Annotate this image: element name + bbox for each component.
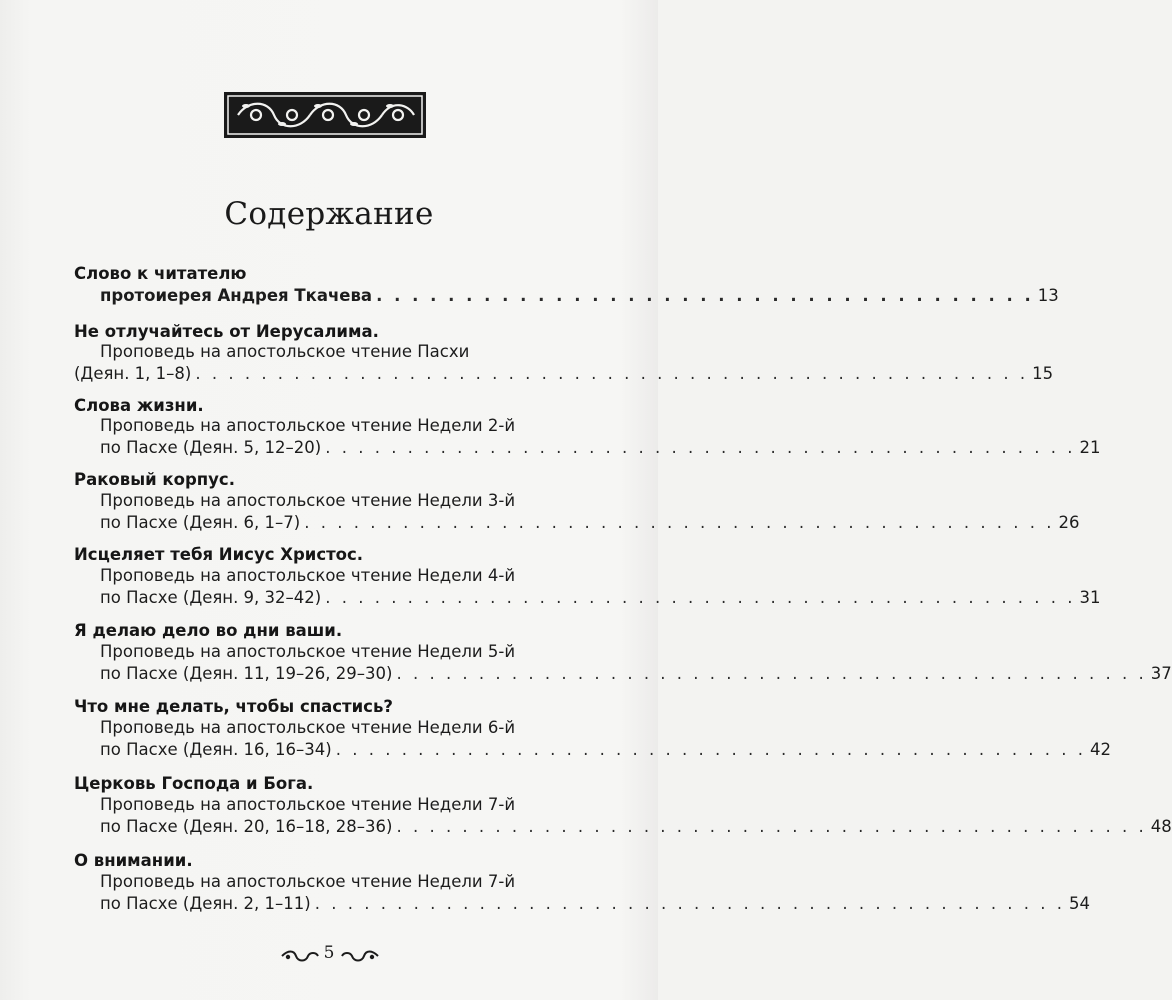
toc-entry-subtitle: Проповедь на апостольское чтение Недели 7-й	[100, 795, 516, 814]
toc-page-number: 48	[1150, 817, 1172, 836]
toc-entry-subtitle: Проповедь на апостольское чтение Пасхи	[100, 342, 470, 361]
toc-entry-title: Что мне делать, чтобы спастись?	[74, 697, 393, 716]
toc-page-number: 31	[1079, 588, 1101, 607]
leader-dots: . . . . . . . . . . . . . . . . . . . . . . . . . . . . . . . . . . . . . . . . . . . . . .	[304, 513, 1055, 532]
toc-page-number: 42	[1090, 740, 1112, 759]
toc-entry-text: (Деян. 1, 1–8)	[74, 364, 192, 383]
toc-entry-text: по Пасхе (Деян. 5, 12–20)	[100, 438, 322, 457]
toc-page-number: 13	[1037, 286, 1059, 305]
page-title: Содержание	[224, 196, 434, 232]
toc-entry-line	[100, 740, 1112, 759]
toc-entry-line	[74, 364, 1054, 383]
toc-entry-text: по Пасхе (Деян. 2, 1–11)	[100, 894, 311, 913]
toc-entry-subtitle: Проповедь на апостольское чтение Недели 5-й	[100, 642, 516, 661]
toc-entry-title: Слова жизни.	[74, 396, 204, 415]
toc-page-number: 21	[1079, 438, 1101, 457]
toc-entry-line	[100, 664, 1172, 683]
toc-entry-title: О внимании.	[74, 851, 193, 870]
toc-entry-subtitle: Проповедь на апостольское чтение Недели 4-й	[100, 566, 516, 585]
toc-entry-line	[100, 438, 1101, 457]
footer-right-flourish-icon	[340, 948, 380, 964]
toc-entry-subtitle: Проповедь на апостольское чтение Недели 2-й	[100, 416, 516, 435]
leader-dots: . . . . . . . . . . . . . . . . . . . . . . . . . . . . . . . . . . . . . . . . . . . . . .	[325, 588, 1076, 607]
leader-dots: . . . . . . . . . . . . . . . . . . . . . . . . . . . . . . . . . . . . .	[376, 286, 1034, 305]
toc-entry-text: по Пасхе (Деян. 6, 1–7)	[100, 513, 301, 532]
toc-entry-text: по Пасхе (Деян. 9, 32–42)	[100, 588, 322, 607]
toc-entry-subtitle: Проповедь на апостольское чтение Недели 7-й	[100, 872, 516, 891]
toc-entry-text: по Пасхе (Деян. 20, 16–18, 28–36)	[100, 817, 393, 836]
toc-page-number: 37	[1150, 664, 1172, 683]
toc-page-number: 26	[1058, 513, 1080, 532]
toc-entry-line	[100, 894, 1091, 913]
toc-entry-title: Исцеляет тебя Иисус Христос.	[74, 545, 364, 564]
toc-entry-text: по Пасхе (Деян. 16, 16–34)	[100, 740, 332, 759]
toc-entry-title: Я делаю дело во дни ваши.	[74, 621, 343, 640]
toc-entry-line	[100, 588, 1101, 607]
toc-entry-title: Церковь Господа и Бога.	[74, 774, 314, 793]
page-number: 5	[323, 943, 335, 963]
toc-entry-line	[100, 817, 1172, 836]
toc-entry-subtitle: Проповедь на апостольское чтение Недели 6-й	[100, 718, 516, 737]
toc-entry-text: по Пасхе (Деян. 11, 19–26, 29–30)	[100, 664, 393, 683]
toc-entry-subtitle: Проповедь на апостольское чтение Недели 3-й	[100, 491, 516, 510]
toc-page-number: 54	[1069, 894, 1091, 913]
leader-dots: . . . . . . . . . . . . . . . . . . . . . . . . . . . . . . . . . . . . . . . . . . . . . .	[335, 740, 1087, 759]
toc-entry-title: Слово к читателю	[74, 264, 247, 283]
leader-dots: . . . . . . . . . . . . . . . . . . . . . . . . . . . . . . . . . . . . . . . . . . . . . . . . . . .	[195, 364, 1029, 383]
leader-dots: . . . . . . . . . . . . . . . . . . . . . . . . . . . . . . . . . . . . . . . . . . . . . .	[314, 894, 1066, 913]
leader-dots: . . . . . . . . . . . . . . . . . . . . . . . . . . . . . . . . . . . . . . . . . . . . . .	[396, 817, 1147, 836]
toc-entry-title: Не отлучайтесь от Иерусалима.	[74, 322, 379, 341]
toc-entry-line	[100, 286, 1059, 305]
leader-dots: . . . . . . . . . . . . . . . . . . . . . . . . . . . . . . . . . . . . . . . . . . . . . .	[396, 664, 1147, 683]
toc-page-number: 15	[1032, 364, 1054, 383]
toc-entry-line	[100, 513, 1080, 532]
leader-dots: . . . . . . . . . . . . . . . . . . . . . . . . . . . . . . . . . . . . . . . . . . . . . .	[325, 438, 1076, 457]
toc-entry-title: Раковый корпус.	[74, 470, 235, 489]
toc-entry-text: протоиерея Андрея Ткачева	[100, 286, 373, 305]
